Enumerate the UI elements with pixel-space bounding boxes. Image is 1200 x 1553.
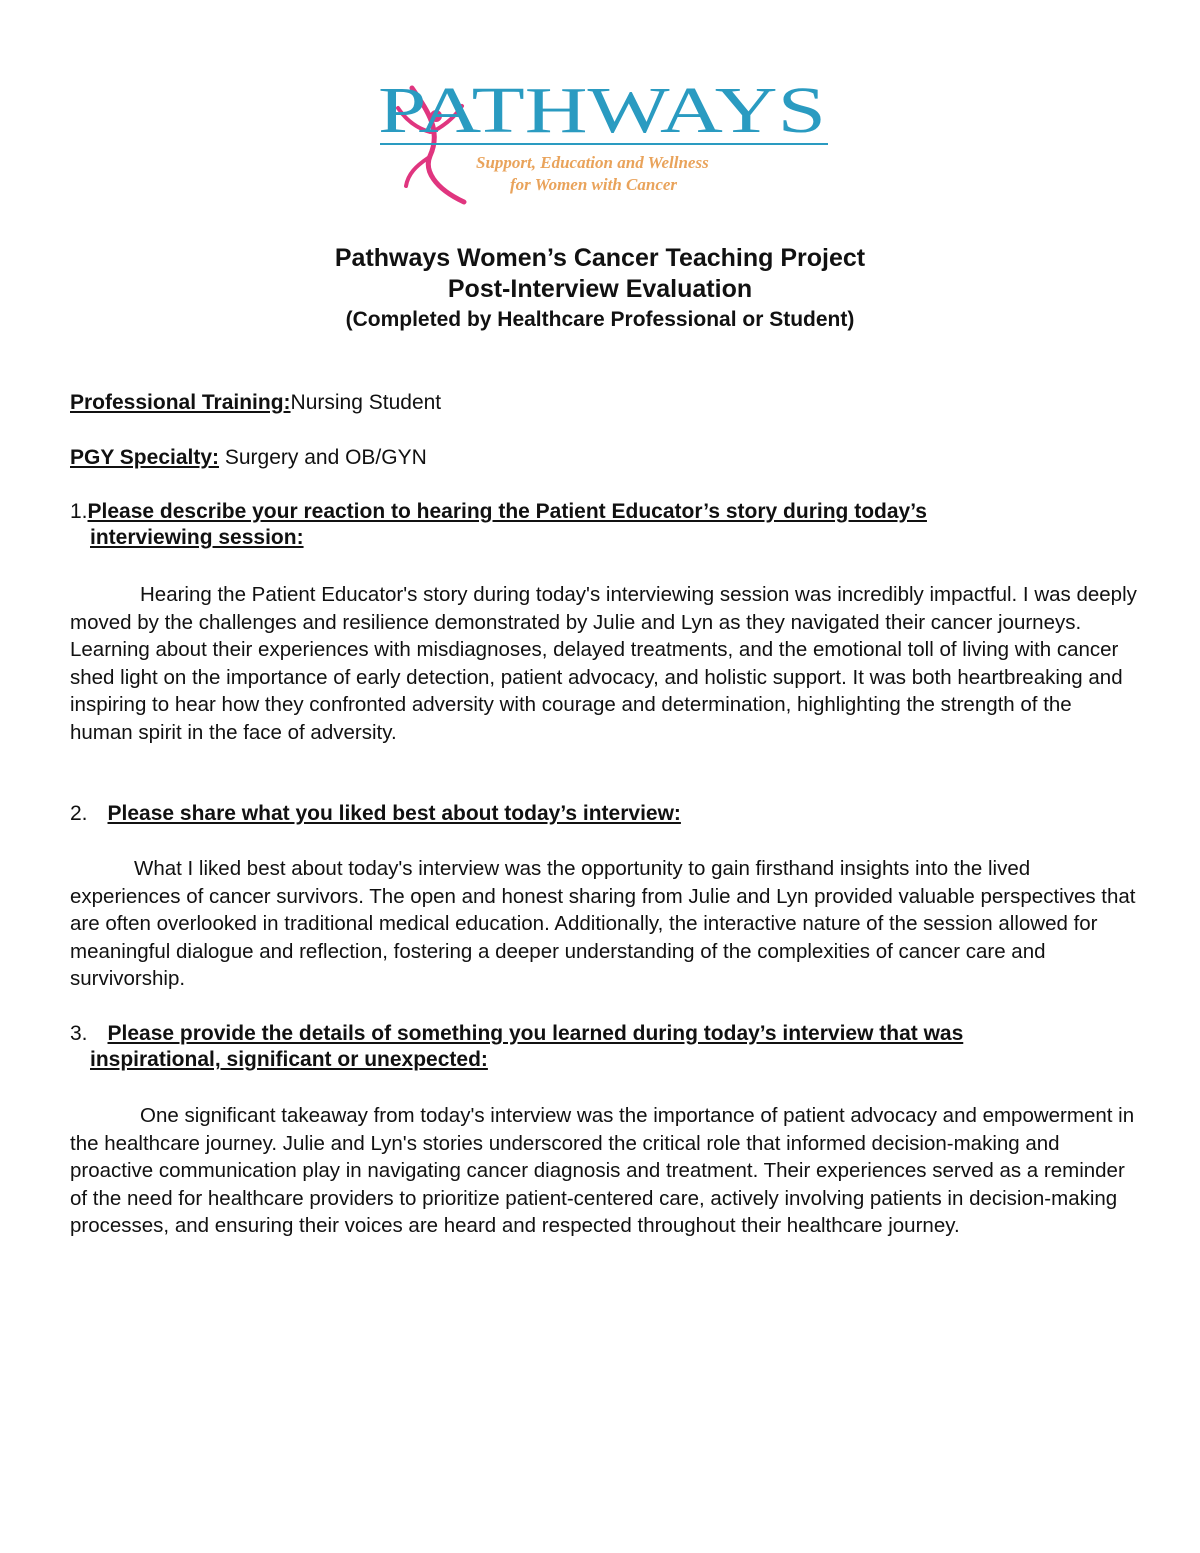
- pathways-logo-graphic: [372, 70, 832, 210]
- logo-tagline-line2: for Women with Cancer: [510, 175, 678, 194]
- pgy-specialty-field: [70, 445, 427, 471]
- document-note: (Completed by Healthcare Professional or Student): [345, 308, 855, 331]
- question-text-line2: inspirational, significant or unexpected:: [90, 1048, 488, 1071]
- answer-1: Hearing the Patient Educator's story during today's interviewing session was incredibly impactful. I was deeply moved by the challenges and resilience demonstrated by Julie and Lyn as they navigated their cancer journeys. Learning about their experiences with misdiagnoses, delayed treatments, and the emotional toll of living with cancer shed light on the importance of early detection, patient advocacy, and holistic support. It was both heartbreaking and inspiring to hear how they confronted adversity with courage and determination, highlighting the strength of the human spirit in the face of adversity.: [70, 583, 1137, 744]
- professional-training-label: Professional Training:: [70, 391, 291, 414]
- logo-wordmark: PATHWAYS: [378, 74, 826, 147]
- question-2: [70, 801, 1070, 827]
- question-text-line1: Please describe your reaction to hearing the Patient Educator’s story during today’s: [87, 500, 927, 523]
- document-header: [0, 243, 1200, 334]
- question-number: 3.: [70, 1022, 88, 1045]
- question-number: 2.: [70, 802, 88, 825]
- pathways-logo: [372, 70, 832, 210]
- question-text-line2: interviewing session:: [90, 526, 304, 549]
- answer-3: One significant takeaway from today's interview was the importance of patient advocacy and empowerment in the healthcare journey. Julie and Lyn's stories underscored the critical role that informed decision-making and proactive communication play in navigating cancer diagnosis and treatment. Their experiences served as a reminder of the need for healthcare providers to prioritize patient-centered care, actively involving patients in decision-making processes, and ensuring their voices are heard and respected throughout their healthcare journey.: [70, 1104, 1135, 1237]
- question-text-line1: Please provide the details of something you learned during today’s interview that was: [107, 1022, 964, 1045]
- pgy-specialty-label: PGY Specialty:: [70, 446, 220, 469]
- logo-tagline-line1: Support, Education and Wellness: [476, 153, 709, 172]
- answer-2: What I liked best about today's interview was the opportunity to gain firsthand insights into the lived experiences of cancer survivors. The open and honest sharing from Julie and Lyn provided valuable perspectives that are often overlooked in traditional medical education. Additionally, the interactive nature of the session allowed for meaningful dialogue and reflection, fostering a deeper understanding of the complexities of cancer care and survivorship.: [70, 857, 1136, 990]
- professional-training-value: Nursing Student: [290, 391, 442, 414]
- question-text-line1: Please share what you liked best about today’s interview:: [107, 802, 681, 825]
- pgy-specialty-value: Surgery and OB/GYN: [219, 446, 427, 469]
- question-number: 1.: [70, 500, 88, 523]
- professional-training-field: [70, 390, 441, 416]
- question-3: [70, 1021, 1070, 1073]
- question-1: [70, 499, 1070, 551]
- document-title: Pathways Women’s Cancer Teaching Project: [334, 244, 866, 272]
- document-subtitle: Post-Interview Evaluation: [447, 275, 753, 303]
